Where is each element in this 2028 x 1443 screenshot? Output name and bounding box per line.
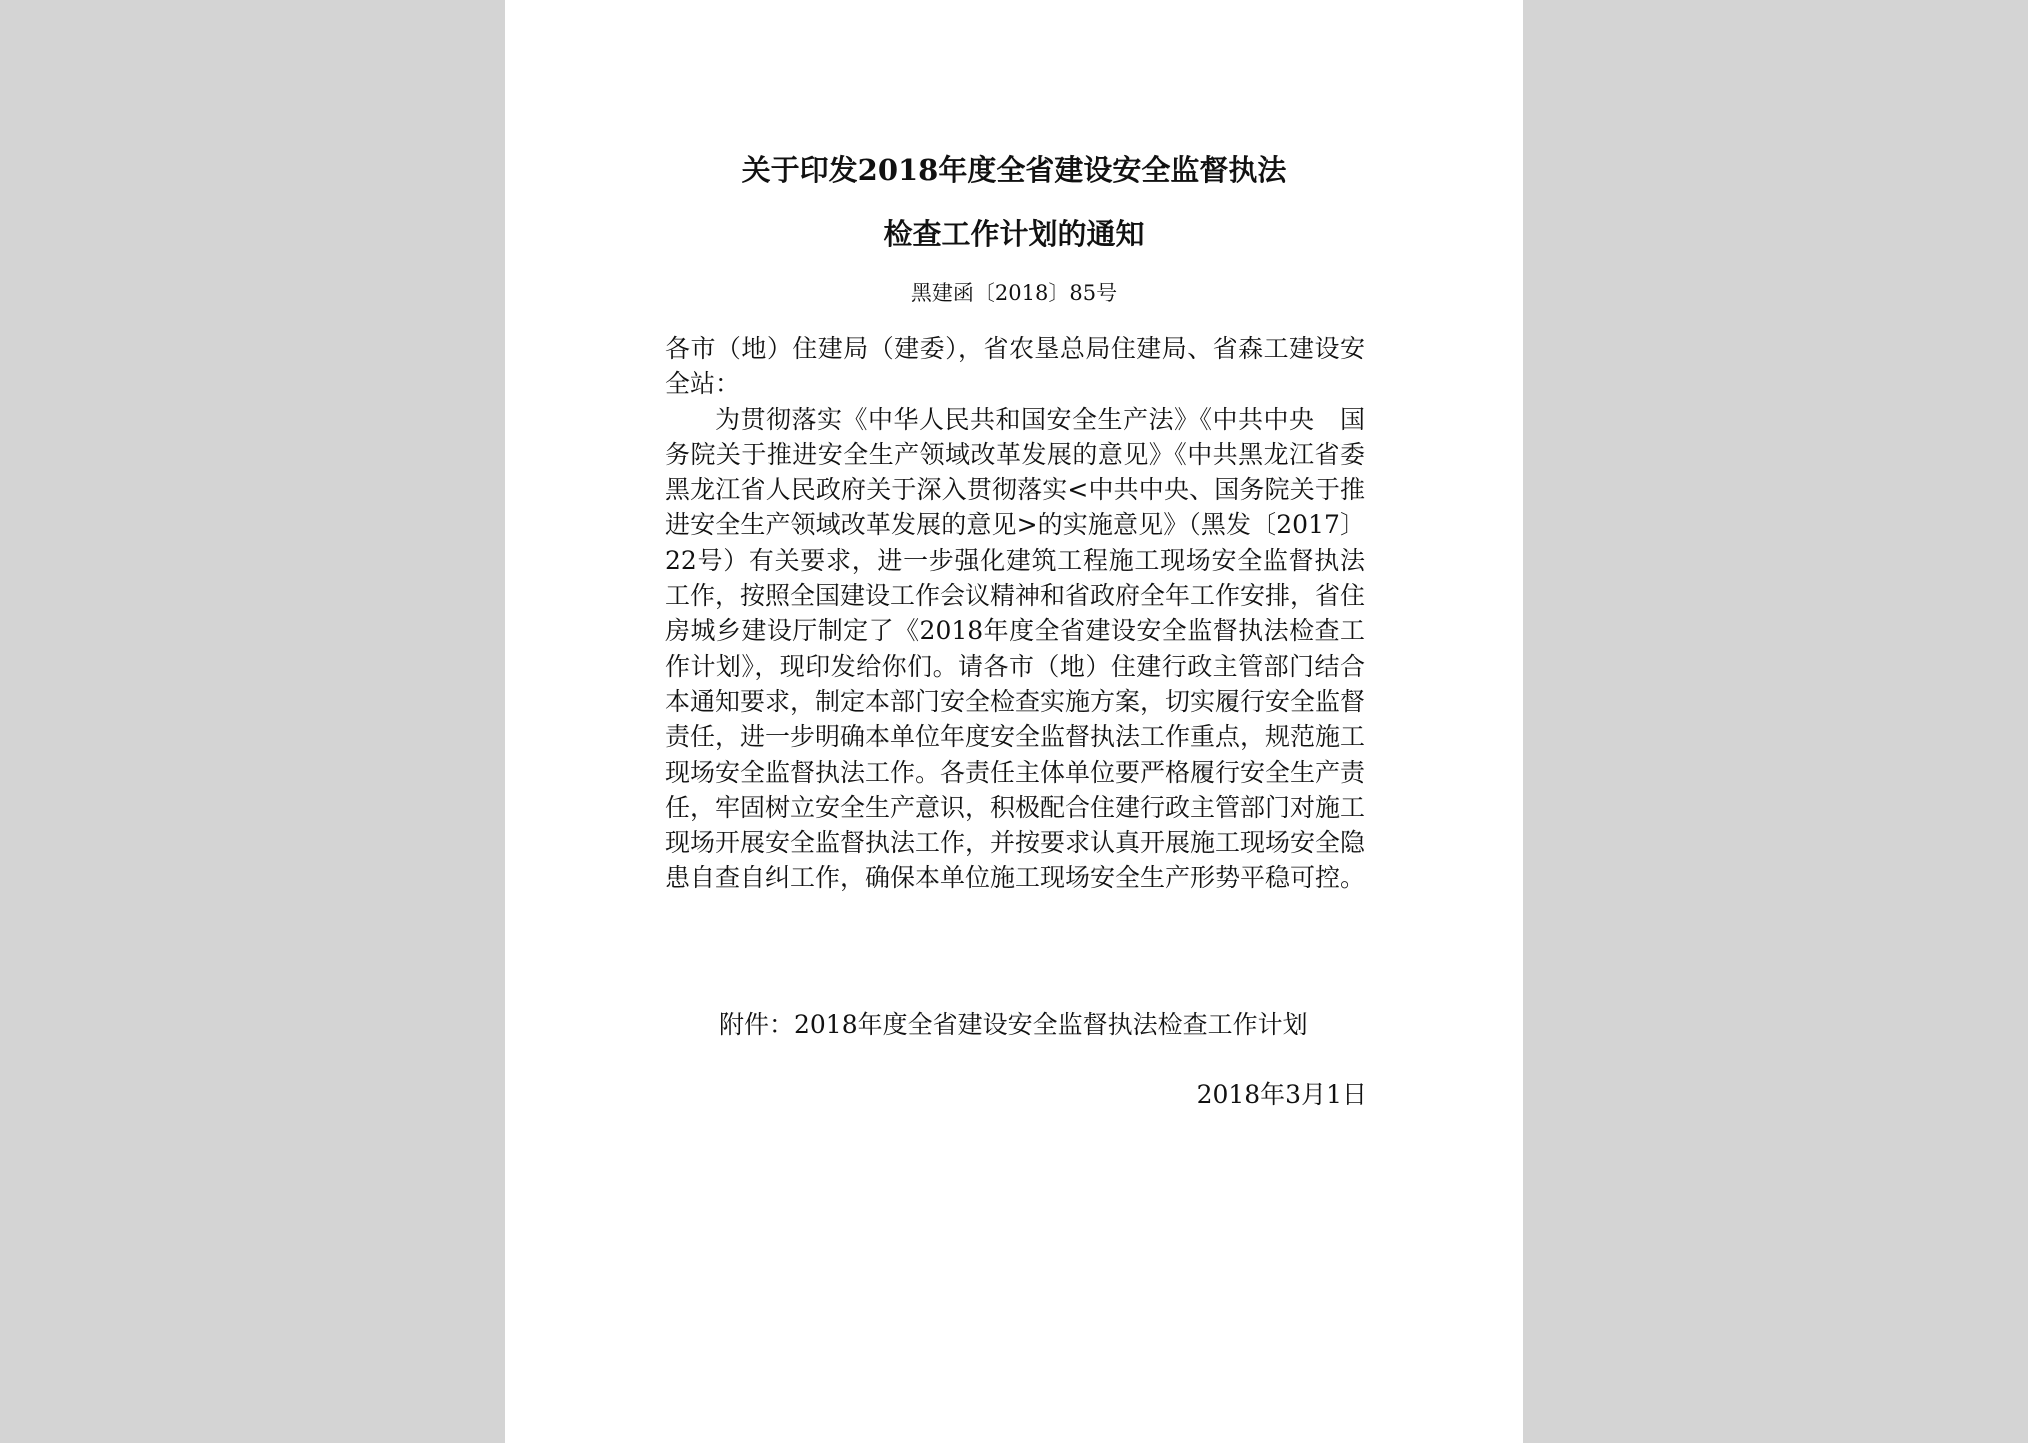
document-body xyxy=(665,331,1365,896)
salutation: 各市（地）住建局（建委），省农垦总局住建局、省森工建设安全站： xyxy=(665,334,1365,399)
document-title-line-1: 关于印发2018年度全省建设安全监督执法 xyxy=(741,153,1287,187)
issue-date: 2018年3月1日 xyxy=(1196,1080,1367,1109)
attachment-line: 附件：2018年度全省建设安全监督执法检查工作计划 xyxy=(719,1010,1308,1039)
document-number: 黑建函〔2018〕85号 xyxy=(910,281,1118,305)
document-page xyxy=(505,0,1523,1443)
document-title-line-2: 检查工作计划的通知 xyxy=(883,217,1145,251)
body-paragraph: 为贯彻落实《中华人民共和国安全生产法》《中共中央 国务院关于推进安全生产领域改革发展的意见》《中共黑龙江省委黑龙江省人民政府关于深入贯彻落实<中共中央、国务院关于推进安全生产领域改革发展的意见>的实施意见》（黑发〔2017〕22号）有关要求，进一步强化建筑工程施工现场安全监督执法工作，按照全国建设工作会议精神和省政府全年工作安排，省住房城乡建设厅制定了《2018年度全省建设安全监督执法检查工作计划》，现印发给你们。请各市（地）住建行政主管部门结合本通知要求，制定本部门安全检查实施方案，切实履行安全监督责任，进一步明确本单位年度安全监督执法工作重点，规范施工现场安全监督执法工作。各责任主体单位要严格履行安全生产责任，牢固树立安全生产意识，积极配合住建行政主管部门对施工现场开展安全监督执法工作，并按要求认真开展施工现场安全隐患自查自纠工作，确保本单位施工现场安全生产形势平稳可控。 xyxy=(665,404,1366,893)
